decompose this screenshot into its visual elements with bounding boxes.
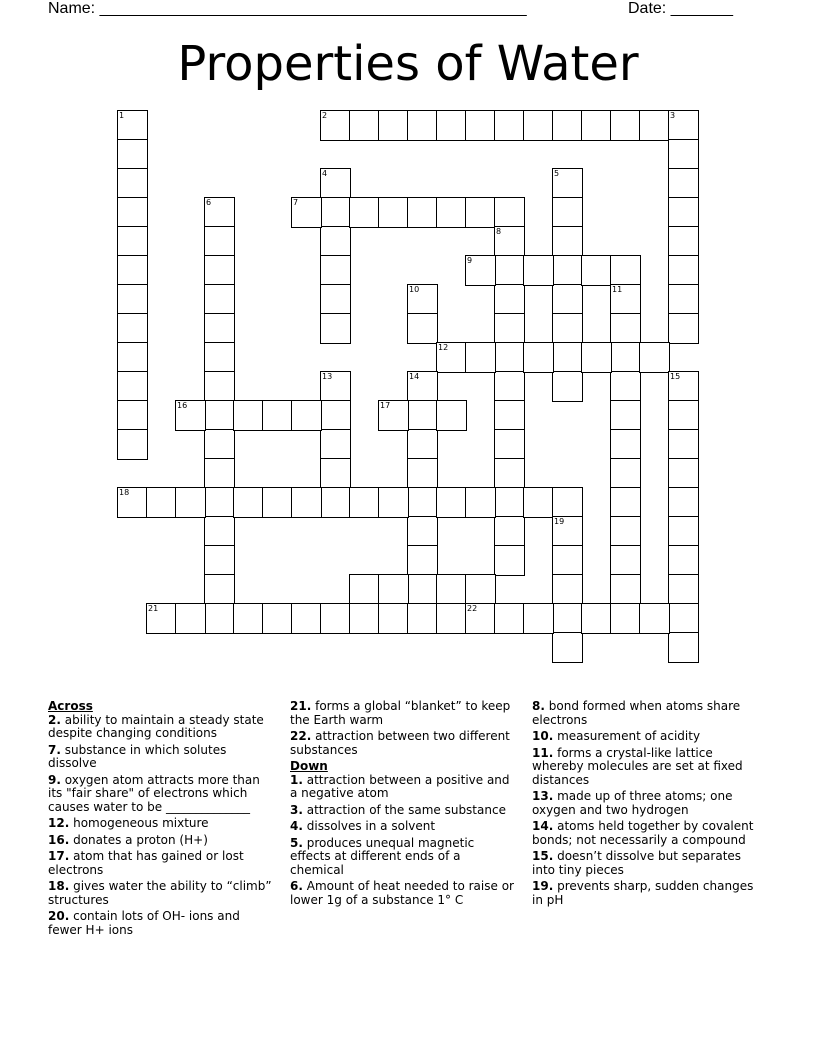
clue-across-17 xyxy=(48,850,274,877)
clue-number: 18. xyxy=(48,879,70,893)
clue-number: 11. xyxy=(532,745,554,760)
grid-cell[interactable] xyxy=(233,487,264,518)
grid-cell[interactable] xyxy=(552,110,583,141)
grid-cell[interactable] xyxy=(668,313,699,344)
grid-cell[interactable] xyxy=(204,400,235,431)
clue-text: attraction of the same substance xyxy=(306,802,506,817)
grid-cell[interactable] xyxy=(668,545,699,576)
grid-cell[interactable] xyxy=(436,342,467,373)
clue-number: 17. xyxy=(48,849,70,863)
grid-cell[interactable] xyxy=(581,342,612,373)
grid-cell[interactable] xyxy=(117,429,148,460)
clue-number-label: 5 xyxy=(554,169,560,178)
grid-cell[interactable] xyxy=(117,139,148,170)
grid-cell[interactable] xyxy=(204,458,235,489)
clue-number-label: 13 xyxy=(322,372,333,381)
grid-cell[interactable] xyxy=(378,603,409,634)
clue-across-7 xyxy=(48,744,274,771)
grid-cell[interactable] xyxy=(262,487,293,518)
grid-cell[interactable] xyxy=(204,603,235,634)
grid-cell[interactable] xyxy=(610,516,641,547)
grid-cell[interactable] xyxy=(175,603,206,634)
grid-cell[interactable] xyxy=(494,458,525,489)
grid-cell[interactable] xyxy=(407,545,438,576)
grid-cell[interactable] xyxy=(117,168,148,199)
grid-cell[interactable] xyxy=(320,110,351,141)
grid-cell[interactable] xyxy=(610,574,641,605)
clue-text: ability to maintain a steady state despite changing conditions xyxy=(48,712,264,740)
clue-across-12 xyxy=(48,817,274,831)
clue-number-label: 7 xyxy=(293,198,299,207)
grid-cell[interactable] xyxy=(262,603,293,634)
grid-cell[interactable] xyxy=(204,574,235,605)
clue-text: dissolves in a solvent xyxy=(306,819,436,833)
clue-number: 2. xyxy=(48,712,61,727)
clue-across-16 xyxy=(48,834,274,848)
grid-cell[interactable] xyxy=(668,197,699,228)
grid-cell[interactable] xyxy=(639,342,670,373)
grid-cell[interactable] xyxy=(668,487,699,518)
grid-cell[interactable] xyxy=(407,197,438,228)
clue-number: 10. xyxy=(532,729,554,743)
grid-cell[interactable] xyxy=(523,603,554,634)
clue-down-1 xyxy=(290,774,515,801)
grid-cell[interactable] xyxy=(610,429,641,460)
clue-number-label: 18 xyxy=(119,488,130,497)
grid-cell[interactable] xyxy=(378,197,409,228)
grid-cell[interactable] xyxy=(117,255,148,286)
grid-cell[interactable] xyxy=(610,400,641,431)
grid-cell[interactable] xyxy=(320,371,351,402)
grid-cell[interactable] xyxy=(320,255,351,286)
grid-cell[interactable] xyxy=(407,458,438,489)
grid-cell[interactable] xyxy=(407,371,438,402)
clue-text: produces unequal magnetic effects at different ends of a chemical xyxy=(290,835,475,877)
grid-cell[interactable] xyxy=(494,516,525,547)
grid-cell[interactable] xyxy=(262,400,293,431)
grid-cell[interactable] xyxy=(668,139,699,170)
grid-cell[interactable] xyxy=(378,574,409,605)
grid-cell[interactable] xyxy=(494,255,525,286)
grid-cell[interactable] xyxy=(610,487,641,518)
grid-cell[interactable] xyxy=(320,458,351,489)
grid-cell[interactable] xyxy=(494,400,525,431)
clue-text: homogeneous mixture xyxy=(73,816,209,830)
grid-cell[interactable] xyxy=(204,487,235,518)
grid-cell[interactable] xyxy=(117,284,148,315)
clue-text: bond formed when atoms share electrons xyxy=(532,699,741,727)
grid-cell[interactable] xyxy=(233,603,264,634)
clue-column-1 xyxy=(48,700,274,940)
grid-cell[interactable] xyxy=(552,574,583,605)
grid-cell[interactable] xyxy=(320,400,351,431)
grid-cell[interactable] xyxy=(610,603,641,634)
clue-number-label: 4 xyxy=(322,169,328,178)
grid-cell[interactable] xyxy=(146,487,177,518)
grid-cell[interactable] xyxy=(465,603,496,634)
grid-cell[interactable] xyxy=(465,110,496,141)
grid-cell[interactable] xyxy=(349,603,380,634)
down-heading: Down xyxy=(290,759,328,773)
clue-text: atoms held together by covalent bonds; not necessarily a compound xyxy=(532,819,754,847)
grid-cell[interactable] xyxy=(494,342,525,373)
name-field: Name: ________________________________________________ xyxy=(48,0,527,17)
grid-cell[interactable] xyxy=(552,487,583,518)
grid-cell[interactable] xyxy=(117,197,148,228)
grid-cell[interactable] xyxy=(494,313,525,344)
grid-cell[interactable] xyxy=(204,284,235,315)
clue-down-10 xyxy=(532,730,764,744)
grid-cell[interactable] xyxy=(407,487,438,518)
grid-cell[interactable] xyxy=(668,168,699,199)
clue-number-label: 14 xyxy=(409,372,420,381)
grid-cell[interactable] xyxy=(349,110,380,141)
grid-cell[interactable] xyxy=(436,110,467,141)
clue-number-label: 21 xyxy=(148,604,159,613)
grid-cell[interactable] xyxy=(349,197,380,228)
clue-number: 16. xyxy=(48,832,70,847)
clue-across-22 xyxy=(290,730,515,757)
grid-cell[interactable] xyxy=(117,487,148,518)
grid-cell[interactable] xyxy=(465,255,496,286)
clue-number-label: 1 xyxy=(119,111,125,120)
grid-cell[interactable] xyxy=(668,255,699,286)
clue-text: atom that has gained or lost electrons xyxy=(48,849,244,877)
grid-cell[interactable] xyxy=(320,313,351,344)
grid-cell[interactable] xyxy=(523,110,554,141)
grid-cell[interactable] xyxy=(668,429,699,460)
grid-cell[interactable] xyxy=(175,487,206,518)
grid-cell[interactable] xyxy=(233,400,264,431)
grid-cell[interactable] xyxy=(320,429,351,460)
clue-number: 9. xyxy=(48,772,61,787)
clue-down-5 xyxy=(290,837,515,878)
grid-cell[interactable] xyxy=(610,458,641,489)
clue-text: made up of three atoms; one oxygen and two hydrogen xyxy=(532,789,733,817)
grid-cell[interactable] xyxy=(610,371,641,402)
grid-cell[interactable] xyxy=(407,574,438,605)
grid-cell[interactable] xyxy=(175,400,206,431)
clue-across-2 xyxy=(48,714,274,741)
grid-cell[interactable] xyxy=(291,603,322,634)
grid-cell[interactable] xyxy=(494,110,525,141)
grid-cell[interactable] xyxy=(117,371,148,402)
clue-text: measurement of acidity xyxy=(557,729,701,743)
grid-cell[interactable] xyxy=(668,284,699,315)
grid-cell[interactable] xyxy=(291,197,322,228)
grid-cell[interactable] xyxy=(204,429,235,460)
grid-cell[interactable] xyxy=(378,487,409,518)
grid-cell[interactable] xyxy=(668,458,699,489)
grid-cell[interactable] xyxy=(407,110,438,141)
grid-cell[interactable] xyxy=(523,342,554,373)
grid-cell[interactable] xyxy=(117,313,148,344)
grid-cell[interactable] xyxy=(204,226,235,257)
clue-number: 21. xyxy=(290,699,312,713)
clue-down-13 xyxy=(532,790,764,817)
grid-cell[interactable] xyxy=(204,313,235,344)
grid-cell[interactable] xyxy=(407,603,438,634)
clue-number: 20. xyxy=(48,909,70,923)
grid-cell[interactable] xyxy=(552,255,583,286)
grid-cell[interactable] xyxy=(436,603,467,634)
grid-cell[interactable] xyxy=(668,574,699,605)
grid-cell[interactable] xyxy=(581,255,612,286)
grid-cell[interactable] xyxy=(465,487,496,518)
clue-column-3 xyxy=(532,700,764,910)
clue-text: donates a proton (H+) xyxy=(73,832,208,847)
grid-cell[interactable] xyxy=(146,603,177,634)
grid-cell[interactable] xyxy=(610,255,641,286)
clue-number-label: 10 xyxy=(409,285,420,294)
grid-cell[interactable] xyxy=(552,168,583,199)
clue-across-20 xyxy=(48,910,274,937)
clue-number: 12. xyxy=(48,816,70,830)
grid-cell[interactable] xyxy=(552,603,583,634)
clue-number: 15. xyxy=(532,849,554,863)
clue-number: 19. xyxy=(532,879,554,893)
grid-cell[interactable] xyxy=(668,516,699,547)
clue-across-18 xyxy=(48,880,274,907)
clue-number-label: 8 xyxy=(496,227,502,236)
page-title: Properties of Water xyxy=(177,36,639,92)
clue-text: attraction between a positive and a negative atom xyxy=(290,772,510,800)
clue-number-label: 17 xyxy=(380,401,391,410)
clue-down-4 xyxy=(290,820,515,834)
grid-cell[interactable] xyxy=(668,400,699,431)
grid-cell[interactable] xyxy=(465,574,496,605)
grid-cell[interactable] xyxy=(552,284,583,315)
clue-column-2 xyxy=(290,700,515,910)
grid-cell[interactable] xyxy=(465,197,496,228)
grid-cell[interactable] xyxy=(668,110,699,141)
clue-down-15 xyxy=(532,850,764,877)
clue-number-label: 12 xyxy=(438,343,449,352)
grid-cell[interactable] xyxy=(320,197,351,228)
clue-down-6 xyxy=(290,880,515,907)
grid-cell[interactable] xyxy=(407,313,438,344)
clue-text: attraction between two different substances xyxy=(290,729,510,757)
clue-across-21 xyxy=(290,700,515,727)
grid-cell[interactable] xyxy=(436,197,467,228)
clue-number: 6. xyxy=(290,879,303,893)
grid-cell[interactable] xyxy=(494,603,525,634)
grid-cell[interactable] xyxy=(465,342,496,373)
clue-down-8 xyxy=(532,700,764,727)
clue-text: forms a crystal-like lattice whereby molecules are set at fixed distances xyxy=(532,745,743,787)
grid-cell[interactable] xyxy=(320,284,351,315)
grid-cell[interactable] xyxy=(552,632,583,663)
clue-text: doesn’t dissolve but separates into tiny pieces xyxy=(532,849,742,877)
grid-cell[interactable] xyxy=(552,545,583,576)
grid-cell[interactable] xyxy=(204,516,235,547)
clue-number: 13. xyxy=(532,789,554,803)
grid-cell[interactable] xyxy=(117,400,148,431)
grid-cell[interactable] xyxy=(610,284,641,315)
clue-number: 4. xyxy=(290,819,303,833)
clue-number: 1. xyxy=(290,772,303,787)
grid-cell[interactable] xyxy=(117,226,148,257)
grid-cell[interactable] xyxy=(581,603,612,634)
grid-cell[interactable] xyxy=(494,545,525,576)
clue-number-label: 15 xyxy=(670,372,681,381)
grid-cell[interactable] xyxy=(610,342,641,373)
clue-down-3 xyxy=(290,804,515,818)
clue-number: 8. xyxy=(532,699,545,713)
grid-cell[interactable] xyxy=(204,371,235,402)
date-field: Date: _______ xyxy=(628,0,733,17)
grid-cell[interactable] xyxy=(291,487,322,518)
clue-text: oxygen atom attracts more than its "fair share" of electrons which causes water to be ______________ xyxy=(48,772,260,814)
clue-number-label: 6 xyxy=(206,198,212,207)
grid-cell[interactable] xyxy=(436,487,467,518)
grid-cell[interactable] xyxy=(204,342,235,373)
grid-cell[interactable] xyxy=(378,110,409,141)
grid-cell[interactable] xyxy=(204,255,235,286)
grid-cell[interactable] xyxy=(668,226,699,257)
grid-cell[interactable] xyxy=(552,313,583,344)
grid-cell[interactable] xyxy=(320,168,351,199)
clue-down-11 xyxy=(532,747,764,788)
clue-number-label: 11 xyxy=(612,285,623,294)
clue-number-label: 2 xyxy=(322,111,328,120)
grid-cell[interactable] xyxy=(610,545,641,576)
grid-cell[interactable] xyxy=(494,197,525,228)
grid-cell[interactable] xyxy=(552,516,583,547)
clue-number: 22. xyxy=(290,729,312,743)
grid-cell[interactable] xyxy=(668,603,699,634)
clue-text: prevents sharp, sudden changes in pH xyxy=(532,879,754,907)
grid-cell[interactable] xyxy=(523,255,554,286)
clue-text: substance in which solutes dissolve xyxy=(48,742,227,770)
grid-cell[interactable] xyxy=(494,226,525,257)
grid-cell[interactable] xyxy=(494,371,525,402)
grid-cell[interactable] xyxy=(494,284,525,315)
clue-number: 7. xyxy=(48,742,61,757)
clue-text: forms a global “blanket” to keep the Earth warm xyxy=(290,699,511,727)
clue-number: 5. xyxy=(290,835,303,850)
grid-cell[interactable] xyxy=(320,226,351,257)
grid-cell[interactable] xyxy=(581,110,612,141)
grid-cell[interactable] xyxy=(436,574,467,605)
grid-cell[interactable] xyxy=(552,226,583,257)
clue-number-label: 22 xyxy=(467,604,478,613)
clue-number-label: 9 xyxy=(467,256,473,265)
grid-cell[interactable] xyxy=(204,545,235,576)
grid-cell[interactable] xyxy=(494,429,525,460)
grid-cell[interactable] xyxy=(552,197,583,228)
grid-cell[interactable] xyxy=(378,400,409,431)
grid-cell[interactable] xyxy=(117,342,148,373)
grid-cell[interactable] xyxy=(552,371,583,402)
grid-cell[interactable] xyxy=(552,342,583,373)
grid-cell[interactable] xyxy=(349,487,380,518)
grid-cell[interactable] xyxy=(639,603,670,634)
grid-cell[interactable] xyxy=(349,574,380,605)
grid-cell[interactable] xyxy=(494,487,525,518)
grid-cell[interactable] xyxy=(117,110,148,141)
clue-number-label: 3 xyxy=(670,111,676,120)
grid-cell[interactable] xyxy=(407,284,438,315)
grid-cell[interactable] xyxy=(610,313,641,344)
grid-cell[interactable] xyxy=(668,371,699,402)
grid-cell[interactable] xyxy=(204,197,235,228)
clue-down-19 xyxy=(532,880,764,907)
clue-text: contain lots of OH- ions and fewer H+ ions xyxy=(48,909,240,937)
clue-across-9 xyxy=(48,774,274,815)
grid-cell[interactable] xyxy=(610,110,641,141)
grid-cell[interactable] xyxy=(407,429,438,460)
grid-cell[interactable] xyxy=(320,603,351,634)
clue-number: 3. xyxy=(290,802,303,817)
grid-cell[interactable] xyxy=(291,400,322,431)
grid-cell[interactable] xyxy=(523,487,554,518)
clue-text: Amount of heat needed to raise or lower 1g of a substance 1° C xyxy=(290,879,514,907)
grid-cell[interactable] xyxy=(668,632,699,663)
grid-cell[interactable] xyxy=(320,487,351,518)
grid-cell[interactable] xyxy=(407,516,438,547)
clue-down-14 xyxy=(532,820,764,847)
grid-cell[interactable] xyxy=(407,400,438,431)
clue-text: gives water the ability to “climb” structures xyxy=(48,879,272,907)
clue-number: 14. xyxy=(532,819,554,833)
grid-cell[interactable] xyxy=(639,110,670,141)
clue-number-label: 16 xyxy=(177,401,188,410)
across-heading: Across xyxy=(48,699,93,713)
clue-number-label: 19 xyxy=(554,517,565,526)
grid-cell[interactable] xyxy=(436,400,467,431)
